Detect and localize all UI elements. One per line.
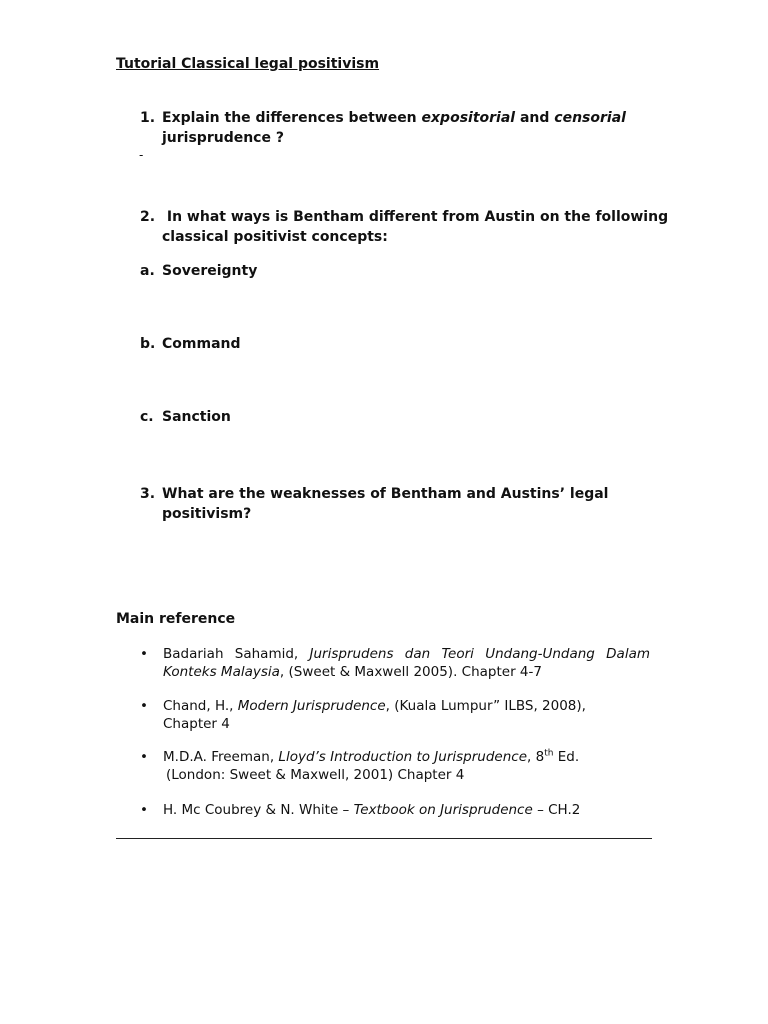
reference-title: Lloyd’s Introduction to Jurisprudence <box>278 749 528 765</box>
question-1-number: 1. <box>140 110 156 126</box>
question-2-text: In what ways is Bentham different from Austin on the following classical positivist concepts: <box>162 209 669 245</box>
reference-item <box>140 802 650 820</box>
question-1 <box>140 108 660 148</box>
ordinal-suffix: th <box>544 748 554 759</box>
reference-text: M.D.A. Freeman, Lloyd’s Introduction to Jurisprudence, 8th Ed. (London: Sweet & Maxwell, 2001) Chapter 4 <box>163 748 580 783</box>
references-heading: Main reference <box>116 611 236 627</box>
bullet-icon: • <box>140 802 148 818</box>
bullet-icon: • <box>140 749 148 765</box>
reference-item <box>140 698 650 734</box>
sub-item-letter: b. <box>140 336 156 352</box>
reference-text: H. Mc Coubrey & N. White – Textbook on Jurisprudence – CH.2 <box>163 802 581 818</box>
question-2-number: 2. <box>140 209 156 225</box>
reference-item <box>140 749 650 785</box>
question-1-text: Explain the differences between expositorial and censorial jurisprudence ? <box>162 110 626 146</box>
sub-item-label: Command <box>162 336 241 352</box>
sub-item-letter: a. <box>140 263 155 279</box>
sub-item-letter: c. <box>140 409 154 425</box>
term-censorial: censorial <box>554 110 626 126</box>
reference-title: Textbook on Jurisprudence <box>353 802 533 818</box>
question-3-text: What are the weaknesses of Bentham and Austins’ legal positivism? <box>162 486 609 522</box>
document-title: Tutorial Classical legal positivism <box>116 56 380 72</box>
question-2 <box>140 207 669 247</box>
reference-item <box>140 646 650 682</box>
horizontal-rule <box>116 838 652 839</box>
sub-item-label: Sovereignty <box>162 263 258 279</box>
reference-text: Badariah Sahamid, Jurisprudens dan Teori Undang-Undang Dalam Konteks Malaysia, (Sweet & Maxwell 2005). Chapter 4-7 <box>163 646 650 680</box>
reference-title: Modern Jurisprudence <box>237 698 386 714</box>
sub-item-label: Sanction <box>162 409 231 425</box>
reference-text: Chand, H., Modern Jurisprudence, (Kuala Lumpur” ILBS, 2008), Chapter 4 <box>163 698 586 732</box>
question-3-number: 3. <box>140 486 156 502</box>
question-3 <box>140 484 660 524</box>
question-1-trailing-mark: - <box>139 148 144 162</box>
bullet-icon: • <box>140 646 148 662</box>
reference-title: Jurisprudens dan Teori Undang-Undang Dalam Konteks Malaysia <box>163 646 650 680</box>
bullet-icon: • <box>140 698 148 714</box>
term-expositorial: expositorial <box>421 110 516 126</box>
